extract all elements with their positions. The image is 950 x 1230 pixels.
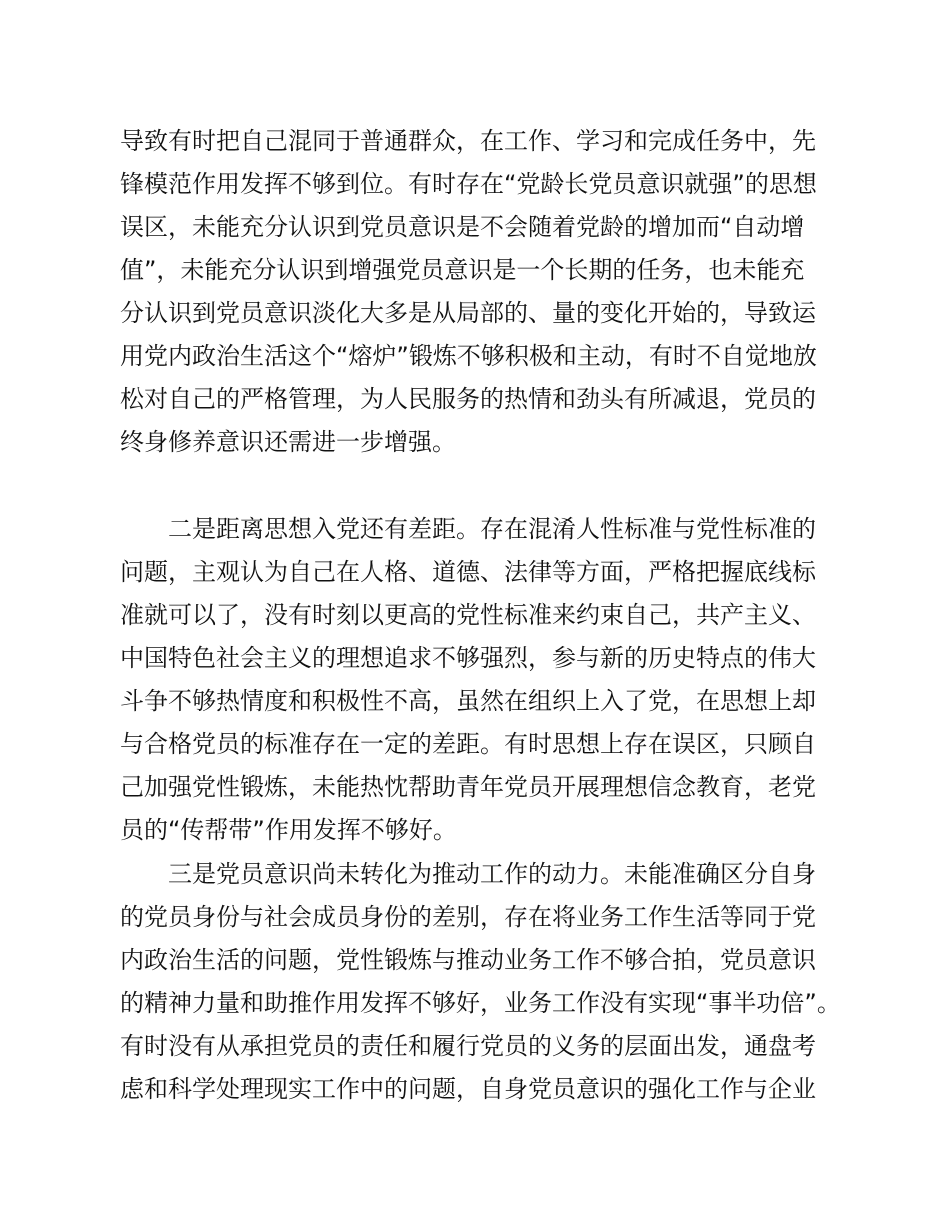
- text-line: 中国特色社会主义的理想追求不够强烈，参与新的历史特点的伟大: [120, 644, 816, 672]
- text-line: 的党员身份与社会成员身份的差别，存在将业务工作生活等同于党: [120, 903, 816, 931]
- text-line: 准就可以了，没有时刻以更高的党性标准来约束自己，共产主义、: [120, 601, 816, 629]
- text-line: 锋模范作用发挥不够到位。有时存在“党龄长党员意识就强”的思想: [120, 170, 817, 198]
- text-line: 二是距离思想入党还有差距。存在混淆人性标准与党性标准的: [168, 515, 816, 543]
- text-line: 问题，主观认为自己在人格、道德、法律等方面，严格把握底线标: [120, 558, 816, 586]
- text-line: 虑和科学处理现实工作中的问题，自身党员意识的强化工作与企业: [120, 1075, 816, 1103]
- text-line: 用党内政治生活这个“熔炉”锻炼不够积极和主动，有时不自觉地放: [120, 342, 817, 370]
- text-line: 误区，未能充分认识到党员意识是不会随着党龄的增加而“自动增: [120, 213, 805, 241]
- text-line: 己加强党性锻炼，未能热忱帮助青年党员开展理想信念教育，老党: [120, 773, 816, 801]
- text-line: 分认识到党员意识淡化大多是从局部的、量的变化开始的，导致运: [120, 299, 816, 327]
- text-line: 有时没有从承担党员的责任和履行党员的义务的层面出发，通盘考: [120, 1032, 816, 1060]
- text-line: 的精神力量和助推作用发挥不够好，业务工作没有实现“事半功倍”。: [120, 989, 841, 1017]
- text-line: 值”，未能充分认识到增强党员意识是一个长期的任务，也未能充: [120, 256, 805, 284]
- text-line: 内政治生活的问题，党性锻炼与推动业务工作不够合拍，党员意识: [120, 946, 816, 974]
- paragraph-3: [120, 853, 840, 1111]
- paragraph-2: [120, 508, 840, 852]
- text-line: 三是党员意识尚未转化为推动工作的动力。未能准确区分自身: [168, 860, 816, 888]
- text-line: 员的“传帮带”作用发挥不够好。: [120, 816, 457, 844]
- text-line: 导致有时把自己混同于普通群众，在工作、学习和完成任务中，先: [120, 127, 816, 155]
- text-line: 松对自己的严格管理，为人民服务的热情和劲头有所减退，党员的: [120, 385, 816, 413]
- paragraph-1: [120, 120, 840, 464]
- text-line: 斗争不够热情度和积极性不高，虽然在组织上入了党，在思想上却: [120, 687, 816, 715]
- text-line: 终身修养意识还需进一步增强。: [120, 428, 456, 456]
- text-line: 与合格党员的标准存在一定的差距。有时思想上存在误区，只顾自: [120, 730, 816, 758]
